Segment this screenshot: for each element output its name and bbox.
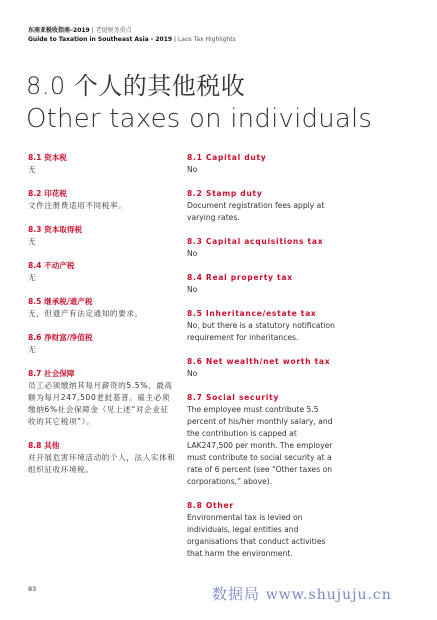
section-heading: 8.6 净财富/净值税	[28, 333, 93, 342]
section-heading: 8.7 社会保障	[28, 369, 75, 378]
section-heading: 8.8 Other	[187, 501, 234, 510]
section-text: 无，但遗产有法定通知的要求。	[28, 309, 143, 318]
header-zh-year: –2019	[70, 27, 90, 34]
watermark	[212, 583, 392, 604]
section-heading: 8.4 Real property tax	[187, 273, 293, 282]
section-en-8-7	[187, 392, 337, 488]
header-line-1	[28, 26, 236, 35]
section-text: 员工必须缴纳其每月薪资的5.5%，最高额为每月247,500老挝基普。雇主必须缴纳6%社会保障金（见上述“对企业征收的其它税项”）。	[28, 381, 173, 426]
header-en-title: Guide to Taxation in Southeast Asia - 2019	[28, 36, 173, 43]
section-text: Document registration fees apply at varying rates.	[187, 201, 325, 222]
section-heading: 8.7 Social security	[187, 393, 280, 402]
section-text: The employee must contribute 5.5 percent of his/her monthly salary, and the contribution is capped at LAK247,500 per month. The employer must contribute to social security at a rate of 6 percent (see “Other taxes on corporations,” above).	[187, 405, 333, 486]
header-zh-title: 东南亚税收指南	[28, 27, 71, 34]
section-en-8-8	[187, 500, 337, 560]
header-en-subtitle: Laos Tax Highlights	[177, 36, 236, 43]
section-en-8-2	[187, 188, 337, 224]
section-heading: 8.1 Capital duty	[187, 153, 267, 162]
section-text: 无	[28, 237, 37, 246]
section-zh-8-1	[28, 152, 176, 176]
section-text: No	[187, 249, 198, 258]
section-en-8-3	[187, 236, 337, 260]
section-zh-8-6	[28, 332, 176, 356]
section-heading: 8.1 资本税	[28, 153, 67, 162]
running-header	[28, 26, 236, 44]
section-heading: 8.5 Inheritance/estate tax	[187, 309, 317, 318]
english-column	[187, 152, 337, 572]
page-title-zh: 8.0 个人的其他税收	[26, 72, 246, 100]
section-text: No	[187, 369, 198, 378]
header-line-2	[28, 35, 236, 44]
section-zh-8-2	[28, 188, 176, 212]
section-text: 文件注册费适用不同税率。	[28, 201, 127, 210]
section-zh-8-7	[28, 368, 176, 428]
page-title	[26, 70, 372, 136]
section-zh-8-8	[28, 440, 176, 476]
section-text: No, but there is a statutory notification requirement for inheritances.	[187, 321, 335, 342]
section-heading: 8.2 印花税	[28, 189, 67, 198]
section-zh-8-3	[28, 224, 176, 248]
section-text: 对开展危害环境活动的个人，法人实体和组织征收环境税。	[28, 453, 176, 474]
section-heading: 8.2 Stamp duty	[187, 189, 263, 198]
section-zh-8-5	[28, 296, 176, 320]
chinese-column	[28, 152, 176, 488]
section-en-8-6	[187, 356, 337, 380]
section-heading: 8.5 继承税/遗产税	[28, 297, 93, 306]
section-heading: 8.3 资本取得税	[28, 225, 83, 234]
section-en-8-4	[187, 272, 337, 296]
section-heading: 8.4 不动产税	[28, 261, 75, 270]
section-heading: 8.3 Capital acquisitions tax	[187, 237, 324, 246]
section-zh-8-4	[28, 260, 176, 284]
section-heading: 8.6 Net wealth/net worth tax	[187, 357, 331, 366]
watermark-brand: 数据局	[212, 585, 261, 603]
header-separator: |	[91, 27, 94, 34]
section-text: 无	[28, 165, 37, 174]
section-heading: 8.8 其他	[28, 441, 60, 450]
page-title-en: Other taxes on individuals	[26, 104, 373, 134]
watermark-url: www.shujuju.cn	[265, 587, 392, 603]
section-text: 无	[28, 345, 37, 354]
header-zh-subtitle: 老挝税务重点	[95, 27, 132, 34]
section-text: Environmental tax is levied on individuals, legal entities and organisations that conduct activities that harm the environment.	[187, 513, 326, 558]
page-number: 83	[28, 585, 37, 593]
header-separator-2: |	[174, 36, 177, 43]
section-en-8-5	[187, 308, 337, 344]
section-text: 无	[28, 273, 37, 282]
section-text: No	[187, 285, 198, 294]
section-text: No	[187, 165, 198, 174]
section-en-8-1	[187, 152, 337, 176]
